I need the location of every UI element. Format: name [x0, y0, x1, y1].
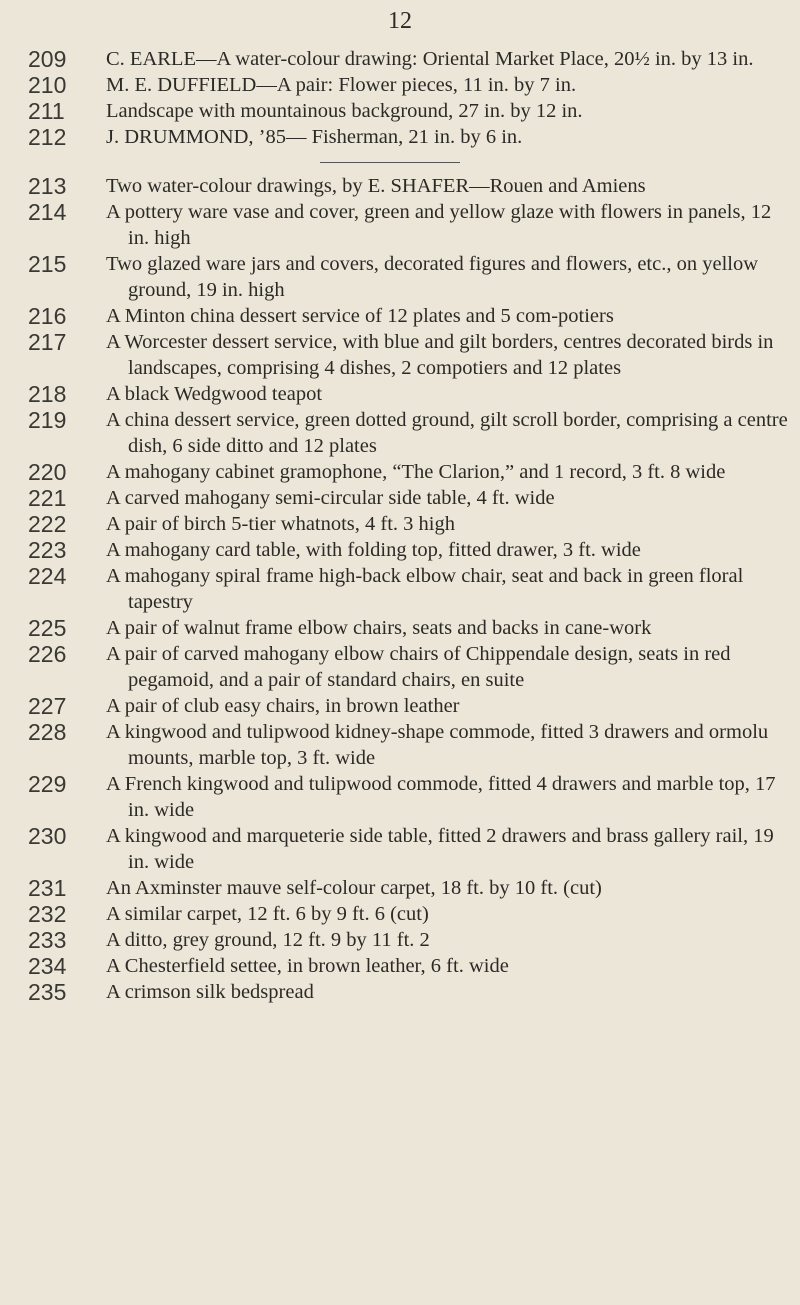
lot-number: 216: [28, 303, 67, 329]
lot-description: A kingwood and marqueterie side table, fitted 2 drawers and brass gallery rail, 19 in. wide: [106, 825, 774, 873]
lot-number: 234: [28, 953, 67, 979]
lot-number: 218: [28, 381, 67, 407]
lot-entry: [0, 72, 800, 98]
lot-number: 226: [28, 641, 67, 667]
lot-entry: [0, 719, 800, 771]
lot-description: Two water-colour drawings, by E. SHAFER—Rouen and Amiens: [106, 175, 646, 197]
lot-entry: [0, 199, 800, 251]
lot-entry: [0, 563, 800, 615]
lot-number: 233: [28, 927, 67, 953]
lot-number: 219: [28, 407, 67, 433]
lot-entry: [0, 124, 800, 150]
lot-description: A carved mahogany semi-circular side table, 4 ft. wide: [106, 487, 555, 509]
lot-description: A ditto, grey ground, 12 ft. 9 by 11 ft. 2: [106, 929, 430, 951]
lot-entry: [0, 823, 800, 875]
lot-entry: [0, 641, 800, 693]
lot-number: 217: [28, 329, 67, 355]
lot-description: A pottery ware vase and cover, green and yellow glaze with flowers in panels, 12 in. high: [106, 201, 772, 249]
lot-number: 228: [28, 719, 67, 745]
lot-number: 215: [28, 251, 67, 277]
lot-description: J. DRUMMOND, ’85— Fisherman, 21 in. by 6 in.: [106, 126, 523, 148]
lot-number: 225: [28, 615, 67, 641]
lot-list: [0, 46, 800, 1005]
lot-entry: [0, 407, 800, 459]
lot-description: A mahogany cabinet gramophone, “The Clarion,” and 1 record, 3 ft. 8 wide: [106, 461, 726, 483]
lot-entry: [0, 979, 800, 1005]
lot-entry: [0, 485, 800, 511]
lot-number: 229: [28, 771, 67, 797]
lot-number: 212: [28, 124, 67, 150]
lot-entry: [0, 511, 800, 537]
lot-description: A Minton china dessert service of 12 plates and 5 com-potiers: [106, 305, 614, 327]
lot-number: 222: [28, 511, 67, 537]
lot-description: A pair of club easy chairs, in brown leather: [106, 695, 460, 717]
lot-number: 209: [28, 46, 67, 72]
lot-description: A pair of carved mahogany elbow chairs of Chippendale design, seats in red pegamoid, and a pair of standard chairs, en suite: [106, 643, 731, 691]
lot-entry: [0, 381, 800, 407]
section-divider: [320, 162, 460, 163]
lot-entry: [0, 875, 800, 901]
lot-description: A Chesterfield settee, in brown leather, 6 ft. wide: [106, 955, 509, 977]
lot-entry: [0, 46, 800, 72]
lot-entry: [0, 459, 800, 485]
lot-description: A mahogany card table, with folding top, fitted drawer, 3 ft. wide: [106, 539, 641, 561]
lot-entry: [0, 953, 800, 979]
lot-description: An Axminster mauve self-colour carpet, 18 ft. by 10 ft. (cut): [106, 877, 602, 899]
lot-number: 214: [28, 199, 67, 225]
lot-number: 231: [28, 875, 67, 901]
lot-description: A crimson silk bedspread: [106, 981, 314, 1003]
lot-description: Landscape with mountainous background, 27 in. by 12 in.: [106, 100, 583, 122]
lot-number: 211: [28, 98, 65, 124]
lot-entry: [0, 329, 800, 381]
lot-entry: [0, 771, 800, 823]
lot-number: 223: [28, 537, 67, 563]
lot-description: A Worcester dessert service, with blue and gilt borders, centres decorated birds in landscapes, comprising 4 dishes, 2 compotiers and 12 plates: [106, 331, 774, 379]
lot-number: 224: [28, 563, 67, 589]
lot-description: A pair of walnut frame elbow chairs, seats and backs in cane-work: [106, 617, 652, 639]
lot-entry: [0, 927, 800, 953]
lot-entry: [0, 615, 800, 641]
lot-description: A kingwood and tulipwood kidney-shape commode, fitted 3 drawers and ormolu mounts, marble top, 3 ft. wide: [106, 721, 769, 769]
lot-number: 227: [28, 693, 67, 719]
lot-description: A china dessert service, green dotted ground, gilt scroll border, comprising a centre dish, 6 side ditto and 12 plates: [106, 409, 788, 457]
lot-entry: [0, 98, 800, 124]
lot-description: M. E. DUFFIELD—A pair: Flower pieces, 11 in. by 7 in.: [106, 74, 577, 96]
lot-number: 213: [28, 173, 67, 199]
lot-description: Two glazed ware jars and covers, decorated figures and flowers, etc., on yellow ground, 19 in. high: [106, 253, 759, 301]
lot-description: C. EARLE—A water-colour drawing: Oriental Market Place, 20½ in. by 13 in.: [106, 48, 754, 70]
lot-description: A mahogany spiral frame high-back elbow chair, seat and back in green floral tapestry: [106, 565, 744, 613]
page-number: 12: [388, 8, 412, 34]
lot-description: A French kingwood and tulipwood commode, fitted 4 drawers and marble top, 17 in. wide: [106, 773, 776, 821]
lot-entry: [0, 537, 800, 563]
lot-number: 221: [28, 485, 67, 511]
lot-entry: [0, 693, 800, 719]
lot-entry: [0, 251, 800, 303]
lot-entry: [0, 901, 800, 927]
lot-description: A pair of birch 5-tier whatnots, 4 ft. 3 high: [106, 513, 456, 535]
lot-entry: [0, 173, 800, 199]
lot-number: 220: [28, 459, 67, 485]
lot-entry: [0, 303, 800, 329]
lot-description: A black Wedgwood teapot: [106, 383, 323, 405]
lot-number: 210: [28, 72, 67, 98]
lot-number: 232: [28, 901, 67, 927]
lot-number: 230: [28, 823, 67, 849]
lot-number: 235: [28, 979, 67, 1005]
lot-description: A similar carpet, 12 ft. 6 by 9 ft. 6 (cut): [106, 903, 429, 925]
